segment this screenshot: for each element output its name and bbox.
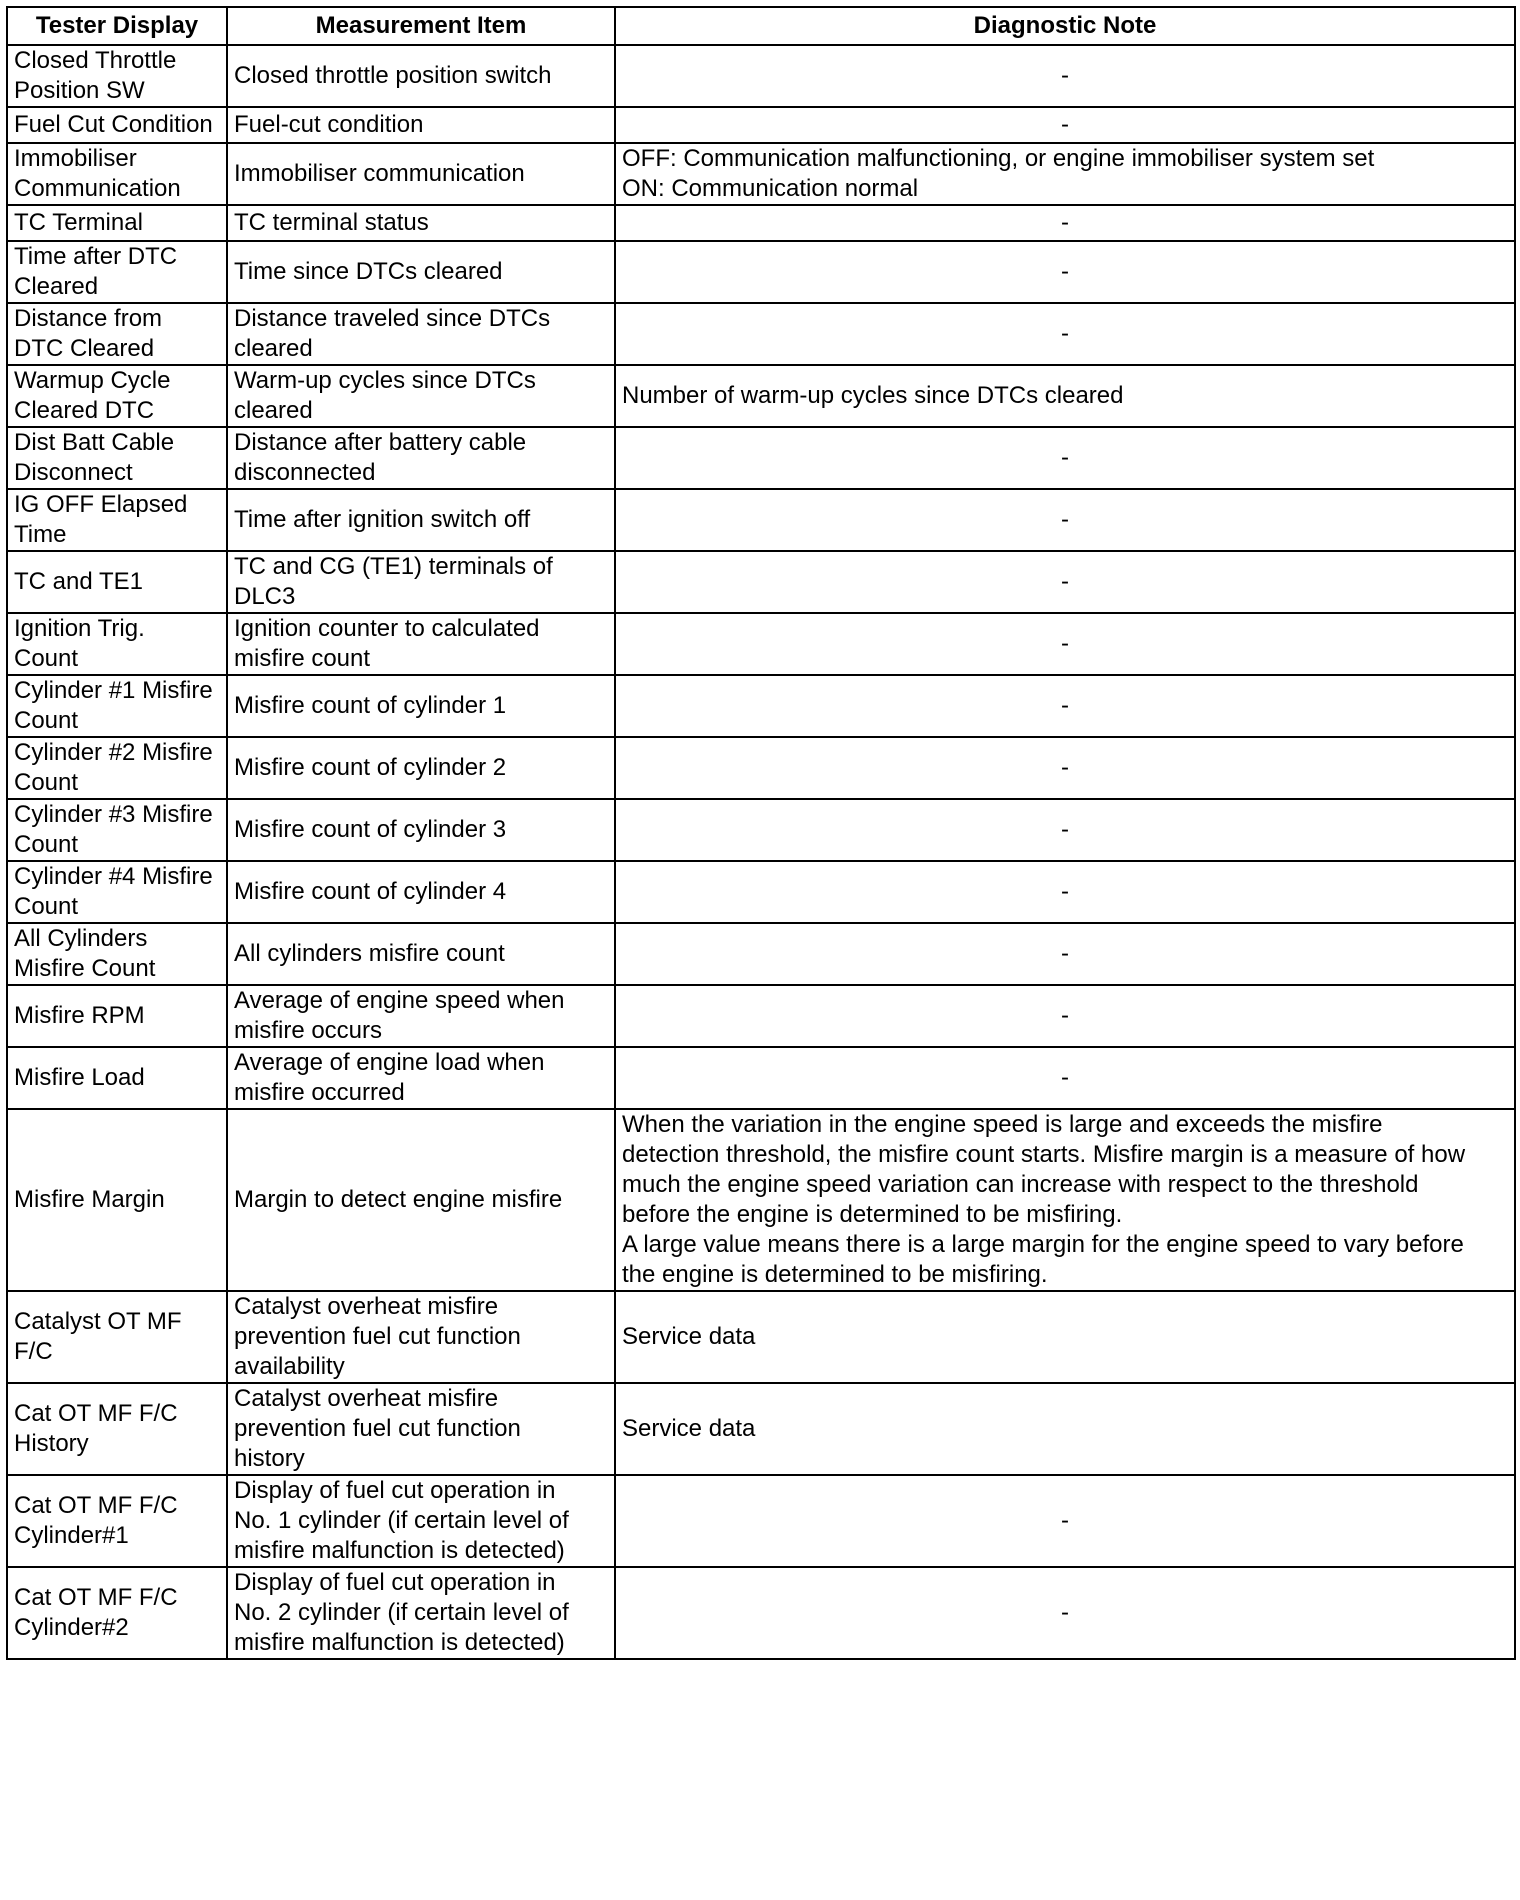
- diagnostic-note-cell: [615, 861, 1515, 923]
- cell-text-line: Number of warm-up cycles since DTCs cleared: [622, 382, 1124, 409]
- cell-text-line: -: [1061, 1599, 1069, 1626]
- cell-text-line: Dist Batt Cable: [14, 429, 175, 456]
- cell-text-line: Closed Throttle: [14, 47, 177, 74]
- cell-text-line: availability: [234, 1353, 345, 1380]
- cell-text-line: No. 1 cylinder (if certain level of: [234, 1507, 569, 1534]
- measurement-item-cell: [227, 303, 615, 365]
- cell-text-line: much the engine speed variation can increase with respect to the threshold: [622, 1171, 1419, 1198]
- measurement-item-cell: [227, 1047, 615, 1109]
- cell-text-line: -: [1061, 111, 1069, 138]
- cell-text-line: Misfire RPM: [14, 1002, 145, 1029]
- cell-text-line: Warmup Cycle: [14, 367, 171, 394]
- diagnostic-note-cell: [615, 1109, 1515, 1291]
- cell-text-line: Misfire count of cylinder 4: [234, 878, 507, 905]
- tester-display-cell: [7, 799, 227, 861]
- diagnostic-note-cell: [615, 1567, 1515, 1659]
- cell-text-line: Fuel-cut condition: [234, 111, 424, 138]
- tester-display-cell: [7, 241, 227, 303]
- table-row: [7, 489, 1515, 551]
- measurement-item-cell: [227, 427, 615, 489]
- diagnostic-note-cell: [615, 1383, 1515, 1475]
- cell-text-line: -: [1061, 568, 1069, 595]
- cell-text-line: OFF: Communication malfunctioning, or engine immobiliser system set: [622, 145, 1375, 172]
- diagnostic-note-cell: [615, 1047, 1515, 1109]
- diagnostic-note-cell: [615, 45, 1515, 107]
- diagnostic-note-cell: [615, 737, 1515, 799]
- table-row: [7, 799, 1515, 861]
- cell-text-line: DLC3: [234, 583, 296, 610]
- cell-text-line: Closed throttle position switch: [234, 62, 552, 89]
- cell-text-line: Catalyst OT MF: [14, 1308, 182, 1335]
- measurement-item-cell: [227, 143, 615, 205]
- table-row: [7, 241, 1515, 303]
- tester-display-cell: [7, 107, 227, 143]
- cell-text-line: Ignition Trig.: [14, 615, 145, 642]
- cell-text-line: Communication: [14, 175, 181, 202]
- tester-display-cell: [7, 427, 227, 489]
- table-row: [7, 861, 1515, 923]
- measurement-item-cell: [227, 923, 615, 985]
- measurement-item-cell: [227, 551, 615, 613]
- cell-text-line: Cylinder #2 Misfire: [14, 739, 213, 766]
- cell-text-line: F/C: [14, 1338, 53, 1365]
- cell-text-line: Cat OT MF F/C: [14, 1584, 178, 1611]
- cell-text-line: Ignition counter to calculated: [234, 615, 540, 642]
- measurement-item-cell: [227, 799, 615, 861]
- cell-text-line: Time after ignition switch off: [234, 506, 531, 533]
- table-row: [7, 1475, 1515, 1567]
- tester-display-cell: [7, 1291, 227, 1383]
- diagnostic-note-cell: [615, 1291, 1515, 1383]
- tester-display-cell: [7, 1567, 227, 1659]
- diagnostic-note-cell: [615, 675, 1515, 737]
- diagnostic-note-cell: [615, 205, 1515, 241]
- cell-text-line: TC terminal status: [234, 209, 429, 236]
- table-row: [7, 985, 1515, 1047]
- diagnostic-data-sheet: [6, 6, 1514, 1660]
- table-row: [7, 365, 1515, 427]
- cell-text-line: Position SW: [14, 77, 145, 104]
- tester-display-cell: [7, 737, 227, 799]
- cell-text-line: misfire malfunction is detected): [234, 1537, 565, 1564]
- table-row: [7, 143, 1515, 205]
- cell-text-line: misfire occurred: [234, 1079, 405, 1106]
- tester-display-cell: [7, 45, 227, 107]
- cell-text-line: before the engine is determined to be misfiring.: [622, 1201, 1123, 1228]
- diagnostic-note-cell: [615, 551, 1515, 613]
- table-row: [7, 1291, 1515, 1383]
- cell-text-line: -: [1061, 1002, 1069, 1029]
- cell-text-line: Margin to detect engine misfire: [234, 1186, 563, 1213]
- cell-text-line: -: [1061, 692, 1069, 719]
- cell-text-line: TC and CG (TE1) terminals of: [234, 553, 553, 580]
- diagnostic-note-cell: [615, 1475, 1515, 1567]
- tester-display-cell: [7, 303, 227, 365]
- cell-text-line: Cat OT MF F/C: [14, 1492, 178, 1519]
- cell-text-line: prevention fuel cut function: [234, 1415, 521, 1442]
- cell-text-line: History: [14, 1430, 89, 1457]
- table-row: [7, 675, 1515, 737]
- cell-text-line: Cylinder #4 Misfire: [14, 863, 213, 890]
- tester-display-cell: [7, 1475, 227, 1567]
- cell-text-line: -: [1061, 258, 1069, 285]
- table-header-row: [7, 7, 1515, 45]
- cell-text-line: -: [1061, 940, 1069, 967]
- table-row: [7, 737, 1515, 799]
- cell-text-line: -: [1061, 506, 1069, 533]
- cell-text-line: misfire count: [234, 645, 371, 672]
- measurement-item-cell: [227, 489, 615, 551]
- cell-text-line: -: [1061, 62, 1069, 89]
- cell-text-line: Distance from: [14, 305, 163, 332]
- measurement-item-cell: [227, 985, 615, 1047]
- table-row: [7, 107, 1515, 143]
- cell-text-line: TC Terminal: [14, 209, 143, 236]
- data-list-table: [6, 6, 1516, 1660]
- tester-display-cell: [7, 675, 227, 737]
- cell-text-line: Immobiliser communication: [234, 160, 525, 187]
- cell-text-line: Time after DTC: [14, 243, 178, 270]
- diagnostic-note-cell: [615, 365, 1515, 427]
- cell-text-line: Average of engine speed when: [234, 987, 565, 1014]
- table-row: [7, 1109, 1515, 1291]
- cell-text-line: When the variation in the engine speed is large and exceeds the misfire: [622, 1111, 1383, 1138]
- cell-text-line: Misfire Load: [14, 1064, 145, 1091]
- table-row: [7, 613, 1515, 675]
- tester-display-cell: [7, 205, 227, 241]
- cell-text-line: Misfire Margin: [14, 1186, 165, 1213]
- cell-text-line: Count: [14, 707, 79, 734]
- cell-text-line: ON: Communication normal: [622, 175, 919, 202]
- measurement-item-cell: [227, 365, 615, 427]
- cell-text-line: Display of fuel cut operation in: [234, 1477, 556, 1504]
- measurement-item-cell: [227, 861, 615, 923]
- tester-display-cell: [7, 489, 227, 551]
- tester-display-cell: [7, 1383, 227, 1475]
- cell-text-line: detection threshold, the misfire count starts. Misfire margin is a measure of how: [622, 1141, 1466, 1168]
- cell-text-line: Catalyst overheat misfire: [234, 1293, 499, 1320]
- diagnostic-note-cell: [615, 303, 1515, 365]
- cell-text-line: Cleared: [14, 273, 99, 300]
- diagnostic-note-cell: [615, 241, 1515, 303]
- diagnostic-note-cell: [615, 143, 1515, 205]
- cell-text-line: Immobiliser: [14, 145, 137, 172]
- cell-text-line: Service data: [622, 1415, 756, 1442]
- cell-text-line: -: [1061, 320, 1069, 347]
- cell-text-line: Cylinder#1: [14, 1522, 129, 1549]
- table-row: [7, 427, 1515, 489]
- header-measurement-item: Measurement Item: [227, 7, 615, 45]
- cell-text-line: the engine is determined to be misfiring.: [622, 1261, 1048, 1288]
- cell-text-line: Misfire count of cylinder 3: [234, 816, 507, 843]
- header-tester-display: Tester Display: [7, 7, 227, 45]
- tester-display-cell: [7, 365, 227, 427]
- cell-text-line: Warm-up cycles since DTCs: [234, 367, 536, 394]
- diagnostic-note-cell: [615, 613, 1515, 675]
- table-row: [7, 1047, 1515, 1109]
- measurement-item-cell: [227, 107, 615, 143]
- cell-text-line: Cat OT MF F/C: [14, 1400, 178, 1427]
- tester-display-cell: [7, 861, 227, 923]
- cell-text-line: A large value means there is a large margin for the engine speed to vary before: [622, 1231, 1464, 1258]
- cell-text-line: -: [1061, 816, 1069, 843]
- diagnostic-note-cell: [615, 427, 1515, 489]
- cell-text-line: All Cylinders: [14, 925, 148, 952]
- table-row: [7, 205, 1515, 241]
- tester-display-cell: [7, 613, 227, 675]
- cell-text-line: -: [1061, 1507, 1069, 1534]
- cell-text-line: IG OFF Elapsed: [14, 491, 188, 518]
- diagnostic-note-cell: [615, 489, 1515, 551]
- cell-text-line: DTC Cleared: [14, 335, 155, 362]
- measurement-item-cell: [227, 1291, 615, 1383]
- cell-text-line: Distance traveled since DTCs: [234, 305, 551, 332]
- cell-text-line: All cylinders misfire count: [234, 940, 505, 967]
- cell-text-line: Count: [14, 769, 79, 796]
- measurement-item-cell: [227, 613, 615, 675]
- diagnostic-note-cell: [615, 985, 1515, 1047]
- tester-display-cell: [7, 1109, 227, 1291]
- cell-text-line: cleared: [234, 335, 313, 362]
- cell-text-line: Count: [14, 831, 79, 858]
- cell-text-line: -: [1061, 209, 1069, 236]
- table-row: [7, 1383, 1515, 1475]
- measurement-item-cell: [227, 1567, 615, 1659]
- cell-text-line: Misfire count of cylinder 2: [234, 754, 507, 781]
- measurement-item-cell: [227, 675, 615, 737]
- cell-text-line: Disconnect: [14, 459, 133, 486]
- table-body: [7, 45, 1515, 1659]
- cell-text-line: -: [1061, 878, 1069, 905]
- cell-text-line: -: [1061, 1064, 1069, 1091]
- cell-text-line: misfire malfunction is detected): [234, 1629, 565, 1656]
- cell-text-line: Misfire Count: [14, 955, 156, 982]
- header-diagnostic-note: Diagnostic Note: [615, 7, 1515, 45]
- cell-text-line: Service data: [622, 1323, 756, 1350]
- cell-text-line: Display of fuel cut operation in: [234, 1569, 556, 1596]
- measurement-item-cell: [227, 737, 615, 799]
- tester-display-cell: [7, 551, 227, 613]
- cell-text-line: Fuel Cut Condition: [14, 111, 213, 138]
- table-row: [7, 551, 1515, 613]
- cell-text-line: Catalyst overheat misfire: [234, 1385, 499, 1412]
- cell-text-line: prevention fuel cut function: [234, 1323, 521, 1350]
- cell-text-line: Time since DTCs cleared: [234, 258, 503, 285]
- cell-text-line: -: [1061, 444, 1069, 471]
- cell-text-line: No. 2 cylinder (if certain level of: [234, 1599, 569, 1626]
- cell-text-line: history: [234, 1445, 305, 1472]
- tester-display-cell: [7, 923, 227, 985]
- cell-text-line: Misfire count of cylinder 1: [234, 692, 507, 719]
- cell-text-line: Average of engine load when: [234, 1049, 545, 1076]
- cell-text-line: disconnected: [234, 459, 376, 486]
- cell-text-line: Count: [14, 645, 79, 672]
- measurement-item-cell: [227, 1383, 615, 1475]
- cell-text-line: Count: [14, 893, 79, 920]
- cell-text-line: misfire occurs: [234, 1017, 383, 1044]
- table-row: [7, 45, 1515, 107]
- measurement-item-cell: [227, 241, 615, 303]
- measurement-item-cell: [227, 205, 615, 241]
- diagnostic-note-cell: [615, 923, 1515, 985]
- cell-text-line: Cylinder#2: [14, 1614, 129, 1641]
- table-row: [7, 923, 1515, 985]
- tester-display-cell: [7, 985, 227, 1047]
- diagnostic-note-cell: [615, 107, 1515, 143]
- tester-display-cell: [7, 1047, 227, 1109]
- cell-text-line: Cylinder #1 Misfire: [14, 677, 213, 704]
- tester-display-cell: [7, 143, 227, 205]
- cell-text-line: Cylinder #3 Misfire: [14, 801, 213, 828]
- cell-text-line: Time: [14, 521, 67, 548]
- cell-text-line: Cleared DTC: [14, 397, 155, 424]
- cell-text-line: -: [1061, 754, 1069, 781]
- cell-text-line: TC and TE1: [14, 568, 143, 595]
- diagnostic-note-cell: [615, 799, 1515, 861]
- cell-text-line: cleared: [234, 397, 313, 424]
- cell-text-line: Distance after battery cable: [234, 429, 527, 456]
- measurement-item-cell: [227, 45, 615, 107]
- table-row: [7, 1567, 1515, 1659]
- cell-text-line: -: [1061, 630, 1069, 657]
- measurement-item-cell: [227, 1475, 615, 1567]
- table-row: [7, 303, 1515, 365]
- measurement-item-cell: [227, 1109, 615, 1291]
